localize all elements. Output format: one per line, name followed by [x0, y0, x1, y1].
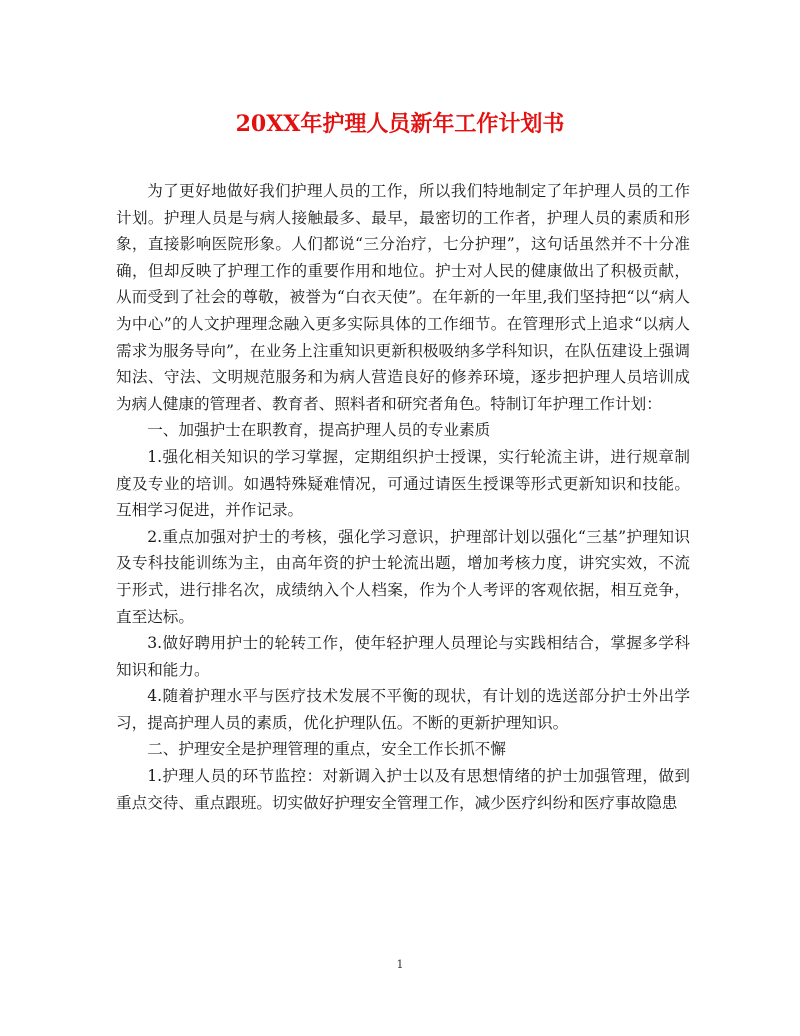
list-item-1-4: 4.随着护理水平与医疗技术发展不平衡的现状，有计划的选送部分护士外出学习，提高护理人员的素质，优化护理队伍。不断的更新护理知识。	[116, 687, 690, 732]
intro-paragraph: 为了更好地做好我们护理人员的工作，所以我们特地制定了年护理人员的工作计划。护理人员是与病人接触最多、最早，最密切的工作者，护理人员的素质和形象，直接影响医院形象。人们都说“三分治疗，七分护理”，这句话虽然并不十分准确，但却反映了护理工作的重要作用和地位。护士对人民的健康做出了积极贡献，从而受到了社会的尊敬，被誉为“白衣天使”。在年新的一年里,我们坚持把“以“病人为中心”的人文护理理念融入更多实际具体的工作细节。在管理形式上追求“以病人需求为服务导向”，在业务上注重知识更新积极吸纳多学科知识，在队伍建设上强调知法、守法、文明规范服务和为病人营造良好的修养环境，逐步把护理人员培训成为病人健康的管理者、教育者、照料者和研究者角色。特制订年护理工作计划：	[116, 182, 690, 413]
list-item-1-2: 2.重点加强对护士的考核，强化学习意识，护理部计划以强化“三基”护理知识及专科技能训练为主，由高年资的护士轮流出题，增加考核力度，讲究实效，不流于形式，进行排名次，成绩纳入个人档案，作为个人考评的客观依据，相互竞争，直至达标。	[116, 527, 690, 626]
section-heading-2: 二、护理安全是护理管理的重点，安全工作长抓不懈	[147, 740, 506, 759]
page-number: 1	[396, 958, 404, 971]
list-item-1-1: 1.强化相关知识的学习掌握，定期组织护士授课，实行轮流主讲，进行规章制度及专业的培训。如遇特殊疑难情况，可通过请医生授课等形式更新知识和技能。互相学习促进，并作记录。	[116, 447, 690, 520]
section-heading-1: 一、加强护士在职教育，提高护理人员的专业素质	[147, 421, 491, 440]
list-item-2-1: 1.护理人员的环节监控：对新调入护士以及有思想情绪的护士加强管理，做到重点交待、重点跟班。切实做好护理安全管理工作，减少医疗纠纷和医疗事故隐患	[116, 767, 690, 812]
list-item-1-3: 3.做好聘用护士的轮转工作，使年轻护理人员理论与实践相结合，掌握多学科知识和能力。	[116, 634, 690, 679]
document-title: 20XX年护理人员新年工作计划书	[235, 111, 565, 137]
document-body	[116, 178, 690, 816]
